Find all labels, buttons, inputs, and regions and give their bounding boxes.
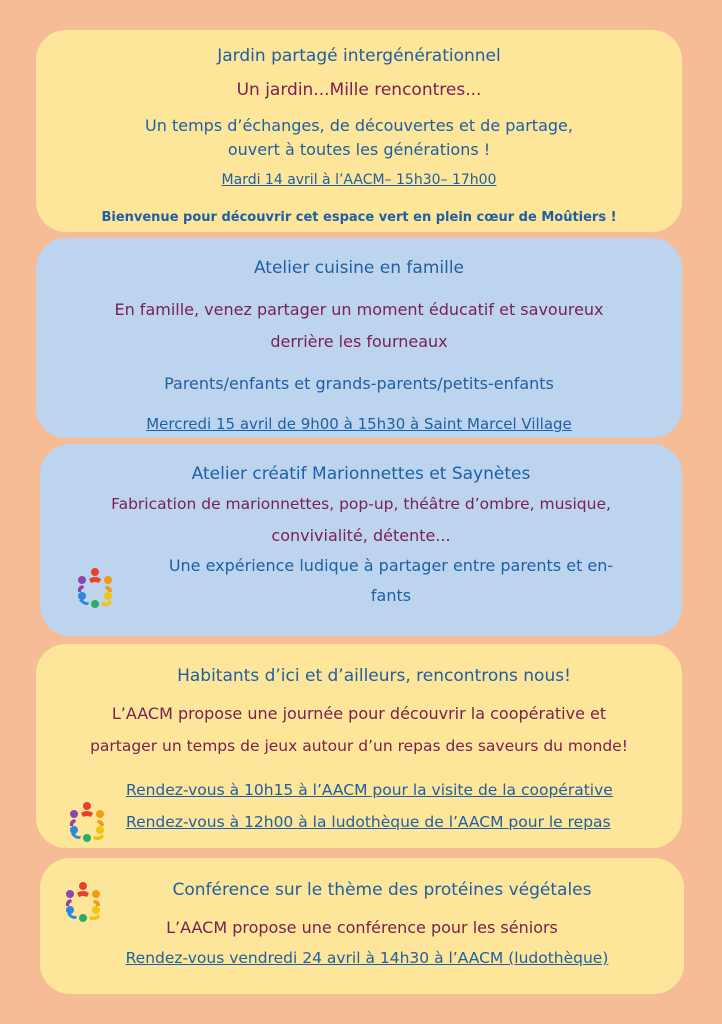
meeting-card (36, 644, 682, 848)
cooking-text-1: En famille, venez partager un moment éducatif et savoureux (114, 300, 604, 319)
cooking-text-2: derrière les fourneaux (270, 332, 448, 351)
puppet-title: Atelier créatif Marionnettes et Saynètes (191, 464, 531, 484)
meeting-rdv-1: Rendez-vous à 10h15 à l’AACM pour la visite de la coopérative (126, 781, 613, 799)
conference-title: Conférence sur le thème des protéines végétales (172, 880, 592, 900)
meeting-text-2: partager un temps de jeux autour d’un repas des saveurs du monde! (90, 737, 628, 755)
garden-text-2: ouvert à toutes les générations ! (227, 140, 491, 159)
meeting-rdv-2: Rendez-vous à 12h00 à la ludothèque de l’AACM pour le repas (126, 813, 611, 831)
garden-text-1: Un temps d’échanges, de découvertes et de partage, (145, 116, 573, 135)
garden-card (36, 30, 682, 232)
cooking-card (36, 238, 682, 438)
cooking-date: Mercredi 15 avril de 9h00 à 15h30 à Saint Marcel Village (146, 415, 572, 433)
meeting-title: Habitants d’ici et d’ailleurs, rencontrons nous! (177, 666, 571, 686)
puppet-text-2: convivialité, détente... (271, 526, 451, 545)
meeting-text-1: L’AACM propose une journée pour découvrir la coopérative et (111, 704, 607, 723)
garden-welcome: Bienvenue pour découvrir cet espace vert en plein cœur de Moûtiers ! (101, 210, 617, 225)
cooking-title: Atelier cuisine en famille (253, 258, 465, 278)
puppet-text-3: Une expérience ludique à partager entre parents et en- (168, 556, 614, 575)
conference-text: L’AACM propose une conférence pour les séniors (166, 918, 558, 937)
garden-title: Jardin partagé intergénérationnel (217, 46, 501, 66)
puppet-text-1: Fabrication de marionnettes, pop-up, théâtre d’ombre, musique, (111, 495, 611, 513)
cooking-audience: Parents/enfants et grands-parents/petits-enfants (164, 374, 554, 393)
conference-card (40, 858, 684, 994)
garden-subtitle: Un jardin...Mille rencontres... (236, 80, 482, 100)
conference-rdv: Rendez-vous vendredi 24 avril à 14h30 à l’AACM (ludothèque) (125, 949, 609, 967)
puppet-text-4: fants (370, 586, 412, 605)
puppet-card (40, 444, 682, 636)
people-circle-icon (64, 798, 110, 844)
garden-date: Mardi 14 avril à l’AACM– 15h30– 17h00 (221, 172, 497, 188)
